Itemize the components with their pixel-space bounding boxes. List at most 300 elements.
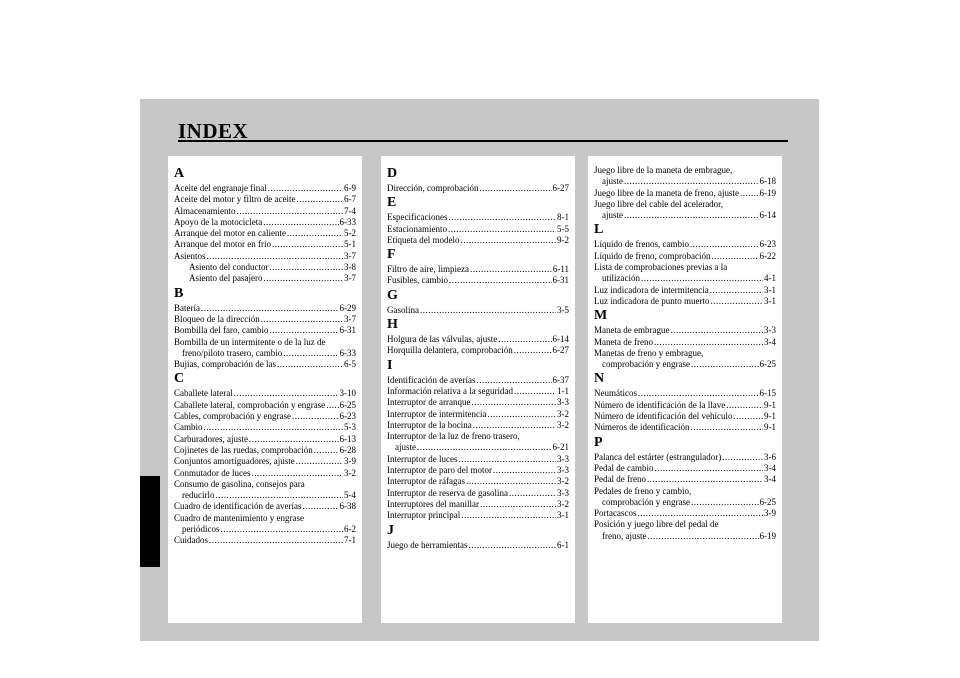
index-entry bbox=[174, 479, 356, 502]
dot-leader bbox=[234, 388, 339, 399]
index-entry-text: Asiento del pasajero bbox=[189, 273, 263, 284]
index-entry bbox=[174, 273, 356, 284]
dot-leader bbox=[314, 445, 339, 456]
dot-leader bbox=[473, 420, 556, 431]
index-entry-text: Arranque del motor en caliente bbox=[174, 228, 286, 239]
page-number: 3-4 bbox=[764, 336, 776, 347]
page-number: 6-13 bbox=[339, 433, 356, 444]
index-entry bbox=[387, 420, 569, 431]
page-number: 9-2 bbox=[557, 234, 569, 245]
index-entry-text: Líquido de frenos, cambio bbox=[594, 239, 689, 250]
index-entry-text: Interruptor de ráfagas bbox=[387, 476, 465, 487]
index-entry bbox=[174, 337, 356, 360]
page-number: 6-29 bbox=[339, 302, 356, 313]
index-entry bbox=[594, 325, 776, 336]
page-number: 1-1 bbox=[557, 385, 569, 396]
index-entry bbox=[387, 499, 569, 510]
index-entry bbox=[174, 535, 356, 546]
index-entry-text-line1: Juego libre del cable del acelerador, bbox=[594, 198, 724, 209]
section-letter: C bbox=[174, 371, 185, 387]
page-number: 3-1 bbox=[764, 284, 776, 295]
index-entry bbox=[174, 251, 356, 262]
dot-leader bbox=[236, 206, 343, 217]
page-number: 3-3 bbox=[557, 487, 569, 498]
dot-leader bbox=[514, 345, 552, 356]
page-number: 3-2 bbox=[557, 498, 569, 509]
index-entry bbox=[387, 476, 569, 487]
index-entry bbox=[174, 325, 356, 336]
page-number: 9-1 bbox=[764, 399, 776, 410]
index-entry bbox=[387, 431, 569, 454]
index-entry-text: Cuadro de identificación de averías bbox=[174, 501, 302, 512]
section-letter: J bbox=[387, 522, 394, 538]
page-number: 6-31 bbox=[339, 325, 356, 336]
index-entry-text: Bujías, comprobación de las bbox=[174, 359, 276, 370]
page-number: 4-1 bbox=[764, 273, 776, 284]
index-entry bbox=[594, 285, 776, 296]
dot-leader bbox=[448, 212, 556, 223]
index-entry bbox=[594, 165, 776, 188]
page-number: 3-3 bbox=[557, 397, 569, 408]
index-entry-text: Número de identificación de la llave bbox=[594, 399, 726, 410]
page-number: 6-5 bbox=[344, 359, 356, 370]
page-number: 3-2 bbox=[557, 476, 569, 487]
index-entry bbox=[174, 411, 356, 422]
page-number: 6-11 bbox=[552, 264, 569, 275]
index-entry bbox=[387, 334, 569, 345]
index-entry-text: comprobación y engrase bbox=[602, 496, 690, 507]
index-entry-text: Cuidados bbox=[174, 535, 209, 546]
dot-leader bbox=[722, 452, 763, 463]
index-entry-text: Interruptor de reserva de gasolina bbox=[387, 487, 508, 498]
index-entry bbox=[594, 199, 776, 222]
index-entry bbox=[387, 465, 569, 476]
dot-leader bbox=[287, 228, 343, 239]
index-entry bbox=[594, 337, 776, 348]
index-entry-text-line1: Manetas de freno y embrague, bbox=[594, 347, 704, 358]
index-entry bbox=[387, 224, 569, 235]
dot-leader bbox=[221, 524, 344, 535]
index-entry-text: freno, ajuste bbox=[602, 530, 647, 541]
index-entry-text: utilización bbox=[602, 273, 640, 284]
dot-leader bbox=[479, 183, 551, 194]
page-number: 3-9 bbox=[764, 508, 776, 519]
page-number: 7-4 bbox=[344, 205, 356, 216]
index-entry bbox=[594, 348, 776, 371]
index-entry-text-line1: Consumo de gasolina, consejos para bbox=[174, 478, 305, 489]
index-entry-text: Número de identificación del vehículo bbox=[594, 411, 733, 422]
page-number: 6-2 bbox=[344, 524, 356, 535]
page-number: 8-1 bbox=[557, 212, 569, 223]
index-entry bbox=[174, 400, 356, 411]
index-entry-text: periódicos bbox=[182, 524, 220, 535]
dot-leader bbox=[710, 296, 763, 307]
index-entry-text: Juego de herramientas bbox=[387, 539, 468, 550]
section-letter: L bbox=[594, 222, 604, 238]
index-entry bbox=[387, 212, 569, 223]
index-entry bbox=[387, 275, 569, 286]
dot-leader bbox=[326, 400, 338, 411]
index-entry-text: Interruptores del manillar bbox=[387, 498, 479, 509]
index-entry-text: reducirlo bbox=[182, 490, 215, 501]
index-entry-text: Gasolina bbox=[387, 304, 419, 315]
index-entry-text-line1: Bombilla de un intermitente o de la luz de bbox=[174, 336, 326, 347]
dot-leader bbox=[272, 239, 343, 250]
page-number: 3-8 bbox=[344, 262, 356, 273]
dot-leader bbox=[654, 463, 763, 474]
index-entry-text: Asientos bbox=[174, 250, 206, 261]
index-entry bbox=[174, 359, 356, 370]
index-entry-text: Interruptor de arranque bbox=[387, 397, 471, 408]
index-entry bbox=[387, 540, 569, 551]
index-entry-text: Cambio bbox=[174, 422, 203, 433]
index-entry-text: comprobación y engrase bbox=[602, 359, 690, 370]
index-entry-text: Líquido de freno, comprobación bbox=[594, 250, 711, 261]
page-number: 3-1 bbox=[764, 295, 776, 306]
page-number: 6-7 bbox=[344, 194, 356, 205]
page-number: 6-18 bbox=[759, 176, 776, 187]
index-entry bbox=[387, 235, 569, 246]
page-number: 5-3 bbox=[344, 422, 356, 433]
dot-leader bbox=[740, 188, 759, 199]
index-entry bbox=[594, 400, 776, 411]
index-entry-text: Arranque del motor en frío bbox=[174, 239, 271, 250]
index-entry-text: Interruptor de paro del motor bbox=[387, 465, 492, 476]
page-number: 6-14 bbox=[759, 210, 776, 221]
page-number: 3-10 bbox=[339, 388, 356, 399]
index-entry-text-line1: Interruptor de la luz de freno trasero, bbox=[387, 431, 520, 442]
index-entry-text: Pedal de freno bbox=[594, 474, 646, 485]
page-number: 3-3 bbox=[557, 453, 569, 464]
dot-leader bbox=[249, 434, 339, 445]
dot-leader bbox=[509, 488, 556, 499]
index-entry-text: Almacenamiento bbox=[174, 205, 236, 216]
dot-leader bbox=[263, 273, 343, 284]
index-entry bbox=[594, 262, 776, 285]
index-entry bbox=[594, 422, 776, 433]
page-number: 5-2 bbox=[344, 228, 356, 239]
index-entry bbox=[174, 513, 356, 536]
page-number: 6-1 bbox=[557, 539, 569, 550]
dot-leader bbox=[269, 325, 338, 336]
index-entry bbox=[174, 468, 356, 479]
index-entry bbox=[594, 519, 776, 542]
page-number: 3-7 bbox=[344, 273, 356, 284]
index-entry-text: Holgura de las válvulas, ajuste bbox=[387, 334, 498, 345]
index-entry-text: Caballete lateral bbox=[174, 388, 233, 399]
dot-leader bbox=[471, 397, 556, 408]
index-entry bbox=[174, 388, 356, 399]
index-entry-text: Estacionamiento bbox=[387, 223, 447, 234]
index-entry bbox=[594, 296, 776, 307]
index-entry-text: Luz indicadora de punto muerto bbox=[594, 295, 710, 306]
dot-leader bbox=[670, 325, 763, 336]
index-entry-text: Aceite del motor y filtro de aceite bbox=[174, 194, 296, 205]
page-number: 6-19 bbox=[759, 530, 776, 541]
index-entry-text: Aceite del engranaje final bbox=[174, 183, 267, 193]
index-entry bbox=[594, 452, 776, 463]
index-entry bbox=[387, 264, 569, 275]
index-entry-text: Interruptor de la bocina bbox=[387, 419, 472, 430]
page-number: 6-37 bbox=[552, 374, 569, 385]
dot-leader bbox=[263, 217, 338, 228]
dot-leader bbox=[726, 400, 763, 411]
index-entry bbox=[174, 239, 356, 250]
section-letter: I bbox=[387, 357, 393, 373]
index-entry-text: Información relativa a la seguridad bbox=[387, 385, 513, 396]
dot-leader bbox=[458, 454, 556, 465]
title-underline bbox=[178, 140, 788, 142]
index-entry bbox=[174, 434, 356, 445]
dot-leader bbox=[647, 531, 758, 542]
index-entry bbox=[594, 251, 776, 262]
dot-leader bbox=[624, 176, 759, 187]
index-entry-text: Números de identificación bbox=[594, 422, 690, 433]
index-entry bbox=[594, 486, 776, 509]
index-entry-text: Neumáticos bbox=[594, 388, 637, 399]
dot-leader bbox=[470, 264, 552, 275]
dot-leader bbox=[691, 497, 759, 508]
page-number: 6-22 bbox=[759, 250, 776, 261]
page-number: 6-38 bbox=[339, 501, 356, 512]
dot-leader bbox=[691, 359, 759, 370]
index-entry bbox=[174, 194, 356, 205]
index-entry-text: Cables, comprobación y engrase bbox=[174, 411, 291, 422]
index-entry-text: Maneta de embrague bbox=[594, 325, 670, 336]
page-number: 6-31 bbox=[552, 275, 569, 286]
index-entry-text: ajuste bbox=[602, 210, 623, 221]
index-entry-text: Etiqueta del modelo bbox=[387, 234, 460, 245]
index-entry bbox=[174, 303, 356, 314]
dot-leader bbox=[296, 456, 343, 467]
page-number: 9-1 bbox=[764, 411, 776, 422]
dot-leader bbox=[204, 422, 344, 433]
page-number: 5-5 bbox=[557, 223, 569, 234]
index-entry bbox=[387, 488, 569, 499]
index-column-3 bbox=[588, 156, 782, 623]
index-entry-text: Carburadores, ajuste bbox=[174, 433, 248, 444]
page-number: 3-3 bbox=[557, 465, 569, 476]
index-column-1 bbox=[168, 156, 362, 623]
index-entry-text-line1: Posición y juego libre del pedal de bbox=[594, 519, 719, 530]
dot-leader bbox=[296, 194, 343, 205]
index-entry-text: Dirección, comprobación bbox=[387, 183, 479, 193]
dot-leader bbox=[461, 510, 556, 521]
index-entry-text: Bloqueo de la dirección bbox=[174, 313, 260, 324]
page-number: 6-25 bbox=[759, 496, 776, 507]
section-letter: P bbox=[594, 434, 603, 450]
page-number: 6-23 bbox=[339, 411, 356, 422]
dot-leader bbox=[209, 535, 343, 546]
dot-leader bbox=[466, 476, 556, 487]
page-number: 6-15 bbox=[759, 388, 776, 399]
dot-leader bbox=[733, 411, 763, 422]
page-number: 3-2 bbox=[557, 419, 569, 430]
index-entry bbox=[387, 409, 569, 420]
dot-leader bbox=[460, 235, 556, 246]
index-entry bbox=[174, 422, 356, 433]
page-title: INDEX bbox=[178, 119, 249, 143]
index-entry-text: Fusibles, cambio bbox=[387, 275, 448, 286]
dot-leader bbox=[449, 275, 552, 286]
index-entry-text: Especificaciones bbox=[387, 212, 448, 223]
index-entry-text: Conjuntos amortiguadores, ajuste bbox=[174, 456, 295, 467]
section-letter: F bbox=[387, 247, 396, 263]
index-column-2 bbox=[381, 156, 575, 623]
index-entry bbox=[174, 456, 356, 467]
index-entry-text: Palanca del estárter (estrangulador) bbox=[594, 451, 722, 462]
page-number: 6-33 bbox=[339, 347, 356, 358]
index-entry bbox=[594, 239, 776, 250]
page-number: 5-4 bbox=[344, 490, 356, 501]
section-letter: G bbox=[387, 287, 398, 303]
index-entry-text: Interruptor principal bbox=[387, 510, 461, 521]
page-number: 6-25 bbox=[339, 399, 356, 410]
page-number: 6-9 bbox=[344, 183, 356, 193]
index-entry bbox=[387, 305, 569, 316]
page-number: 3-7 bbox=[344, 250, 356, 261]
index-entry-text: Interruptor de luces bbox=[387, 453, 458, 464]
page-number: 5-1 bbox=[344, 239, 356, 250]
dot-leader bbox=[638, 388, 759, 399]
page-number: 6-25 bbox=[759, 359, 776, 370]
index-entry-text: Filtro de aire, limpieza bbox=[387, 264, 469, 275]
page-number: 3-7 bbox=[344, 313, 356, 324]
dot-leader bbox=[417, 442, 552, 453]
index-entry bbox=[174, 501, 356, 512]
index-entry-text-line1: Juego libre de la maneta de embrague, bbox=[594, 165, 733, 175]
page-number: 6-19 bbox=[759, 187, 776, 198]
dot-leader bbox=[261, 314, 343, 325]
index-entry-text: Maneta de freno bbox=[594, 336, 653, 347]
page-number: 3-2 bbox=[557, 408, 569, 419]
page-number: 6-23 bbox=[759, 239, 776, 250]
dot-leader bbox=[201, 303, 339, 314]
page-number: 3-9 bbox=[344, 456, 356, 467]
section-letter: N bbox=[594, 371, 605, 387]
dot-leader bbox=[514, 386, 556, 397]
index-entry bbox=[594, 463, 776, 474]
index-entry bbox=[594, 474, 776, 485]
dot-leader bbox=[207, 251, 344, 262]
index-entry bbox=[594, 188, 776, 199]
index-entry-text: Cojinetes de las ruedas, comprobación bbox=[174, 444, 313, 455]
chapter-tab-marker bbox=[140, 476, 160, 567]
dot-leader bbox=[448, 224, 556, 235]
index-entry-text: ajuste bbox=[395, 442, 416, 453]
page-number: 3-3 bbox=[764, 325, 776, 336]
page-number: 6-27 bbox=[552, 183, 569, 193]
dot-leader bbox=[690, 422, 763, 433]
index-entry-text-line1: Pedales de freno y cambio, bbox=[594, 485, 692, 496]
page-number: 6-14 bbox=[552, 334, 569, 345]
dot-leader bbox=[624, 210, 759, 221]
dot-leader bbox=[292, 411, 339, 422]
dot-leader bbox=[641, 273, 763, 284]
page-number: 3-5 bbox=[557, 304, 569, 315]
section-letter: A bbox=[174, 166, 185, 181]
section-letter: B bbox=[174, 285, 184, 301]
index-entry bbox=[174, 262, 356, 273]
index-entry-text: Horquilla delantera, comprobación bbox=[387, 345, 513, 356]
index-entry bbox=[594, 388, 776, 399]
dot-leader bbox=[420, 305, 556, 316]
index-entry-text: Caballete lateral, comprobación y engrase bbox=[174, 399, 326, 410]
dot-leader bbox=[302, 501, 338, 512]
dot-leader bbox=[269, 262, 343, 273]
index-entry-text: Bombilla del faro, cambio bbox=[174, 325, 269, 336]
index-entry-text: Juego libre de la maneta de freno, ajuste bbox=[594, 187, 739, 198]
index-entry bbox=[387, 183, 569, 194]
section-letter: E bbox=[387, 195, 397, 211]
dot-leader bbox=[251, 468, 343, 479]
page-number: 6-27 bbox=[552, 345, 569, 356]
index-entry-text: Batería bbox=[174, 302, 200, 313]
page-number: 9-1 bbox=[764, 422, 776, 433]
index-entry-text: Identificación de averías bbox=[387, 374, 476, 385]
dot-leader bbox=[215, 490, 343, 501]
page-number: 3-1 bbox=[557, 510, 569, 521]
dot-leader bbox=[711, 251, 758, 262]
dot-leader bbox=[647, 474, 763, 485]
section-letter: M bbox=[594, 308, 608, 324]
page-number: 6-33 bbox=[339, 216, 356, 227]
page-number: 3-4 bbox=[764, 462, 776, 473]
index-entry-text-line1: Cuadro de mantenimiento y engrase bbox=[174, 512, 304, 523]
page-number: 3-2 bbox=[344, 467, 356, 478]
dot-leader bbox=[480, 499, 556, 510]
index-entry bbox=[387, 375, 569, 386]
index-entry bbox=[174, 314, 356, 325]
index-entry-text: Conmutador de luces bbox=[174, 467, 251, 478]
page-number: 6-21 bbox=[552, 442, 569, 453]
index-entry-text: Portacascos bbox=[594, 508, 637, 519]
index-entry bbox=[174, 217, 356, 228]
index-entry bbox=[387, 345, 569, 356]
dot-leader bbox=[710, 285, 763, 296]
index-entry bbox=[387, 386, 569, 397]
index-entry bbox=[174, 228, 356, 239]
index-entry bbox=[387, 510, 569, 521]
index-entry bbox=[387, 454, 569, 465]
page-number: 3-6 bbox=[764, 451, 776, 462]
dot-leader bbox=[277, 359, 343, 370]
index-entry bbox=[174, 183, 356, 194]
index-entry-text: Luz indicadora de intermitencia bbox=[594, 284, 709, 295]
index-entry bbox=[174, 445, 356, 456]
index-entry bbox=[387, 397, 569, 408]
dot-leader bbox=[476, 375, 551, 386]
dot-leader bbox=[468, 540, 556, 551]
index-entry-text: freno/piloto trasero, cambio bbox=[182, 347, 283, 358]
dot-leader bbox=[690, 239, 759, 250]
index-entry-text: Pedal de cambio bbox=[594, 462, 654, 473]
page-number: 6-28 bbox=[339, 444, 356, 455]
index-entry bbox=[594, 411, 776, 422]
section-letter: D bbox=[387, 166, 398, 181]
index-entry-text: Asiento del conductor bbox=[189, 262, 269, 273]
dot-leader bbox=[283, 348, 338, 359]
index-entry-text: ajuste bbox=[602, 176, 623, 187]
manual-page bbox=[140, 99, 819, 641]
index-entry bbox=[174, 206, 356, 217]
page-number: 3-4 bbox=[764, 474, 776, 485]
section-letter: H bbox=[387, 317, 398, 333]
index-entry bbox=[594, 508, 776, 519]
index-entry-text-line1: Lista de comprobaciones previas a la bbox=[594, 262, 728, 273]
dot-leader bbox=[487, 409, 556, 420]
index-entry-text: Apoyo de la motocicleta bbox=[174, 216, 263, 227]
